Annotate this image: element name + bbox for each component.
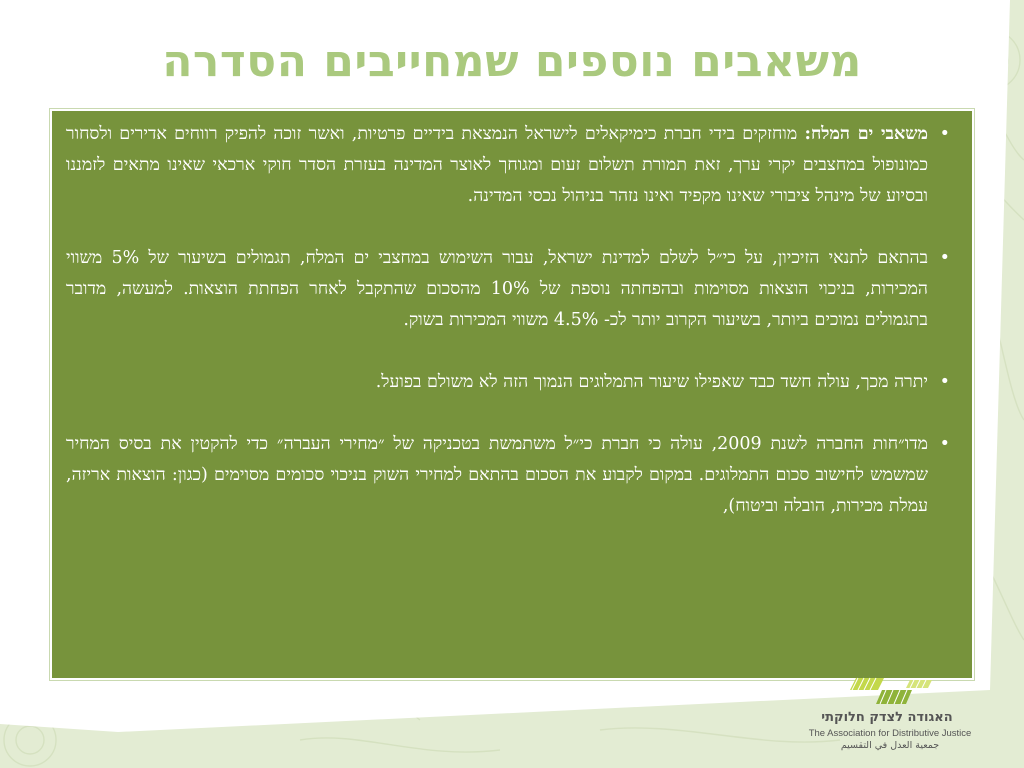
slide-title: משאבים נוספים שמחייבים הסדרה [162,36,862,87]
bullet-text: מדו״חות החברה לשנת 2009, עולה כי חברת כי״ל משתמשת בטכניקה של ״מחירי העברה״ כדי להקטין את בסיס המחיר שמשמש לחישוב סכום התמלוגים. במקום לקבוע את הסכום בהתאם למחירי השוק בניכוי סכומים מסוימים (כגון: הוצאות אריזה, עמלת מכירות, הובלה וביטוח), [66,434,928,516]
bullet-marker: • [939,124,950,144]
bullet-item [66,429,950,522]
logo-arabic-name: جمعية العدل في التقسيم [840,740,940,751]
bullet-marker: • [939,434,950,454]
bullet-item [66,243,950,336]
logo-mark-icon [800,676,980,710]
bullet-marker: • [939,248,950,268]
logo-hebrew-name: האגודה לצדק חלוקתי [821,710,953,725]
content-box [50,109,974,680]
bullet-text: בהתאם לתנאי הזיכיון, על כי״ל לשלם למדינת ישראל, עבור השימוש במחצבי ים המלח, תגמולים בשיעור של 5% משווי המכירות, בניכוי הוצאות מסוימות ובהפחתה נוספת של 10% מהסכום שהתקבל לאחר הפחתת הוצאות. למעשה, מדובר בתגמולים נמוכים ביותר, בשיעור הקרוב יותר לכ- 4.5% משווי המכירות בשוק. [66,248,929,330]
bullet-item [66,367,950,398]
bullet-marker: • [939,372,950,392]
bullet-list [66,119,950,522]
logo-english-name: The Association for Distributive Justice [808,728,972,739]
bullet-text: יתרה מכך, עולה חשד כבד שאפילו שיעור התמלוגים הנמוך הזה לא משולם בפועל. [375,372,928,392]
organization-logo [800,676,980,756]
bullet-item [66,119,950,212]
bullet-text: מוחזקים בידי חברת כימיקאלים לישראל הנמצאת בידיים פרטיות, ואשר זוכה להפיק רווחים אדירים ולסחור כמונופול במחצבים יקרי ערך, זאת תמורת תשלום זעום ומגוחך לאוצר המדינה בעזרת הסדר חוקי ארכאי שאינו מתאים לזמננו ובסיוע של מינהל ציבורי שאינו מקפיד ואינו נזהר בניהול נכסי המדינה. [66,124,928,206]
bullet-lead: משאבי ים המלח: [804,124,928,144]
